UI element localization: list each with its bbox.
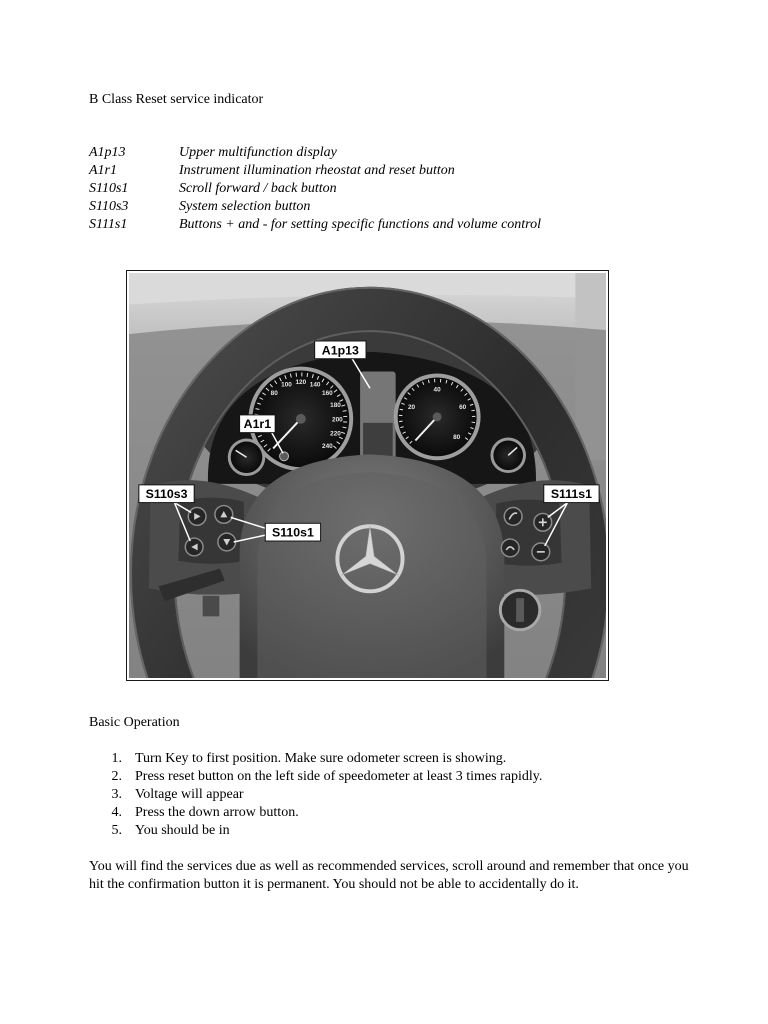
list-item: [89, 822, 542, 840]
right-small-gauge: [490, 438, 526, 473]
phone-end-button: [501, 539, 519, 557]
step-number: 1.: [111, 751, 122, 766]
legend-row: [89, 198, 541, 216]
ignition-lock: [500, 590, 540, 629]
button-cap: [504, 508, 522, 526]
airbag-cover: [257, 472, 486, 678]
legend-row: [89, 144, 541, 162]
list-item: [89, 804, 542, 822]
system-select-button-lower: [185, 538, 203, 556]
callout-label: S111s1: [550, 487, 593, 502]
tachometer-numeral: 40: [433, 386, 441, 394]
legend-description: Upper multifunction display: [179, 145, 337, 160]
component-legend: [89, 144, 541, 234]
steering-wheel-photo: [129, 273, 606, 678]
step-text: Voltage will appear: [135, 787, 244, 802]
page-title: B Class Reset service indicator: [89, 92, 264, 107]
legend-row: [89, 180, 541, 198]
list-item: [89, 786, 542, 804]
ignition-key: [516, 598, 524, 622]
minus-button: [532, 543, 550, 561]
speedometer-numeral: 240: [322, 442, 333, 450]
callout-label: A1r1: [243, 417, 272, 432]
speedometer-numeral: 120: [295, 378, 307, 386]
speedometer-numeral: 140: [309, 381, 321, 389]
tachometer: [394, 374, 481, 461]
tachometer-numeral: 80: [453, 433, 461, 441]
button-cap: [501, 539, 519, 557]
list-item: [89, 750, 542, 768]
legend-row: [89, 216, 541, 234]
legend-code: S111s1: [89, 217, 128, 232]
phone-accept-button: [504, 508, 522, 526]
callout-label: S110s3: [145, 487, 188, 502]
left-small-gauge-face: [231, 442, 263, 474]
step-number: 5.: [111, 823, 122, 838]
scroll-forward-button: [215, 506, 233, 524]
list-item: [89, 768, 542, 786]
step-number: 2.: [111, 769, 122, 784]
speedometer-numeral: 100: [281, 381, 292, 389]
legend-description: System selection button: [179, 199, 311, 214]
step-text: Turn Key to first position. Make sure odometer screen is showing.: [135, 751, 507, 766]
step-text: Press the down arrow button.: [135, 805, 299, 820]
legend-description: Buttons + and - for setting specific functions and volume control: [179, 217, 541, 232]
legend-code: A1r1: [89, 163, 117, 178]
step-number: 3.: [111, 787, 122, 802]
tachometer-numeral: 60: [459, 403, 467, 411]
speedometer-numeral: 160: [322, 389, 333, 397]
speedometer-numeral: 220: [330, 430, 341, 438]
legend-row: [89, 162, 541, 180]
speedometer-hub: [296, 414, 306, 424]
section-heading: Basic Operation: [89, 715, 180, 730]
speedometer-numeral: 200: [332, 416, 343, 424]
tachometer-hub: [433, 412, 442, 421]
reset-knob: [280, 452, 289, 461]
lower-switch: [202, 595, 220, 617]
callout-label: A1p13: [321, 343, 359, 358]
step-number: 4.: [111, 805, 122, 820]
legend-code: S110s1: [89, 181, 129, 196]
step-text: Press reset button on the left side of speedometer at least 3 times rapidly.: [135, 769, 543, 784]
legend-code: S110s3: [89, 199, 129, 214]
speedometer-numeral: 80: [270, 389, 278, 397]
legend-description: Instrument illumination rheostat and reset button: [179, 163, 455, 178]
right-small-gauge-face: [493, 441, 523, 471]
closing-paragraph: You will find the services due as well as recommended services, scroll around and remember that once you hit the confirmation button it is permanent. You should not be able to accidentally do it.: [89, 859, 689, 892]
legend-description: Scroll forward / back button: [179, 181, 337, 196]
scroll-back-button: [218, 533, 236, 551]
step-text: You should be in: [135, 823, 230, 838]
speedometer-numeral: 180: [330, 402, 341, 410]
left-small-gauge: [228, 439, 266, 476]
steering-wheel-figure: [126, 270, 609, 681]
tachometer-numeral: 20: [407, 403, 416, 411]
callout-label: S110s1: [272, 525, 314, 540]
steps-list: [89, 750, 542, 840]
system-select-button-upper: [188, 508, 206, 526]
legend-code: A1p13: [89, 145, 126, 160]
